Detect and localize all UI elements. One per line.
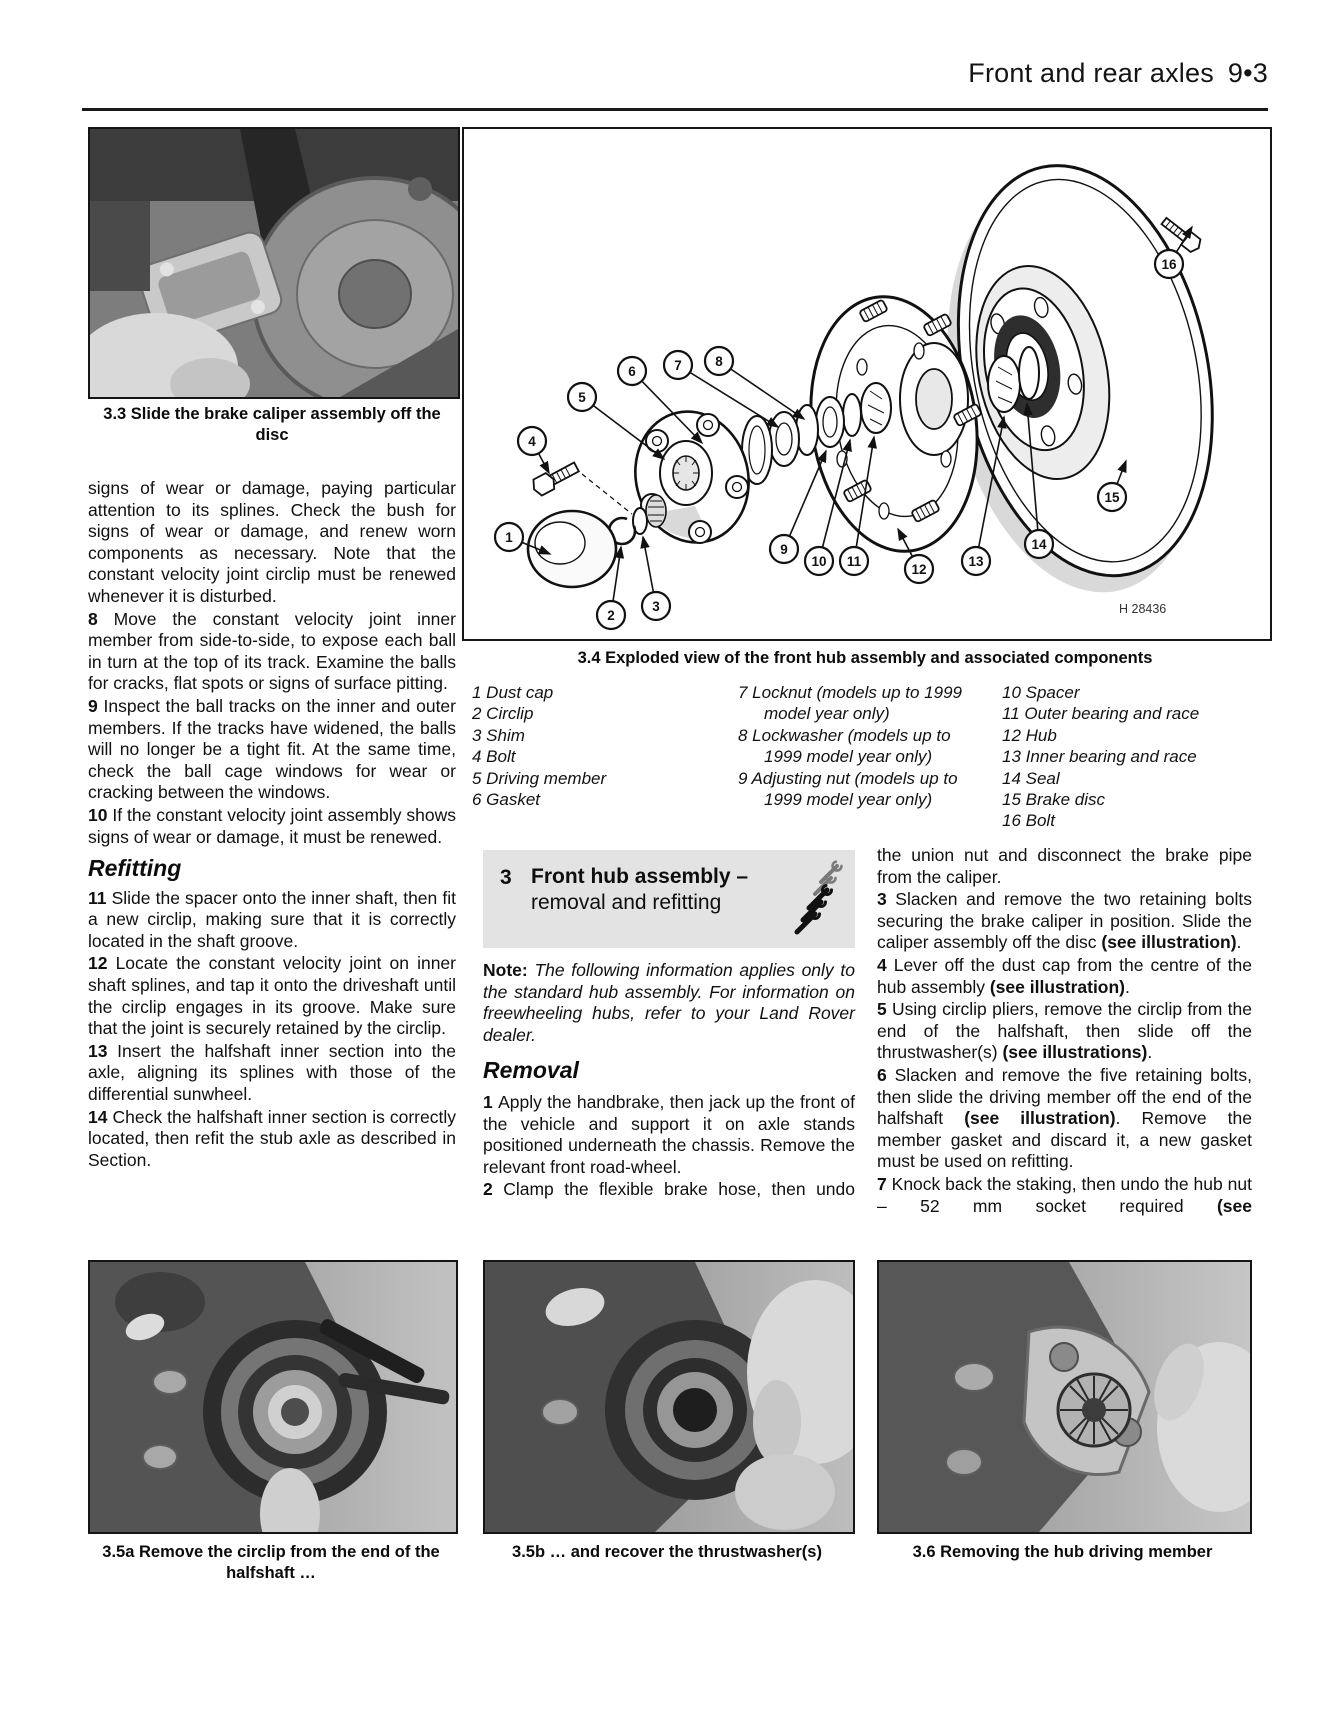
svg-text:3: 3 [652,599,660,614]
legend-item: 5 Driving member [472,768,607,788]
photo-3-5a [88,1260,458,1534]
legend-item: 14 Seal [1002,768,1060,788]
wrench-rating-icon [791,860,847,943]
text-segment: Knock back the staking, then undo the hub nut – 52 mm socket required [877,1173,1252,1216]
text-segment: Clamp the flexible brake hose, then undo [503,1179,855,1200]
caption-3-3: 3.3 Slide the brake caliper assembly off the disc [103,405,441,444]
svg-text:8: 8 [715,354,723,369]
photo-3-6 [877,1260,1252,1534]
page-header [82,58,1268,89]
photo-3-5b [483,1260,855,1534]
text-column-2 [483,960,855,1202]
section-heading-box [483,850,855,948]
paragraph-continuation [877,845,1252,888]
legend-item: 16 Bolt [1002,811,1055,831]
svg-text:11: 11 [846,554,862,569]
text-segment: 10 [88,804,113,825]
section-title-line1: Front hub assembly – [531,865,749,888]
svg-text:4: 4 [528,434,536,449]
text-segment: (see illustration) [1101,932,1237,953]
text-segment: Slacken and remove the two retaining bolts securing the brake caliper in position. Slide the caliper assembly off the disc [877,889,1252,953]
text-segment: 3 [877,889,896,910]
text-segment: 4 [877,954,894,975]
paragraph-14 [88,1107,456,1172]
note-paragraph [483,960,855,1046]
text-segment: 8 [88,608,114,629]
svg-text:9: 9 [780,542,788,557]
legend-item: 12 Hub [1002,725,1057,745]
legend-item: 7 Locknut (models up to 1999 model year only) [738,683,962,724]
legend-item: 1 Dust cap [472,683,554,702]
text-segment: 14 [88,1106,113,1127]
paragraph-9 [88,696,456,804]
text-segment: 11 [88,887,112,908]
legend-item: 10 Spacer [1002,683,1080,702]
svg-text:1: 1 [505,530,513,545]
text-segment: (see illustration) [989,976,1126,997]
legend-item: 2 Circlip [472,704,534,724]
caption-3-5a: 3.5a Remove the circlip from the end of the halfshaft … [102,1543,440,1582]
section-title [531,864,748,916]
callout-5 [568,383,664,459]
svg-text:10: 10 [811,554,827,569]
text-segment: 2 [483,1179,504,1200]
svg-text:12: 12 [911,562,927,577]
callout-8 [705,347,804,419]
text-segment: . Remove the member gasket and discard it, a new gasket must be used on refitting. [877,1108,1252,1172]
text-segment: (see illustration) [964,1108,1116,1129]
caption-3-5b: 3.5b … and recover the thrustwasher(s) [512,1543,822,1561]
callout-3 [642,537,670,620]
svg-text:15: 15 [1104,490,1120,505]
paragraph-2 [483,1179,855,1201]
refitting-heading: Refitting [88,855,182,882]
text-segment: . [1236,932,1242,953]
section-number: 3 [500,866,512,889]
legend-item: 11 Outer bearing and race [1002,704,1200,724]
paragraph-1 [483,1092,855,1178]
text-segment: Slacken and remove the five retaining bolts, then slide the driving member off the end of the halfshaft [877,1064,1252,1129]
header-rule [82,108,1268,111]
legend-column-c [1002,682,1258,832]
chapter-title: Front and rear axles [968,58,1214,88]
legend-item: 8 Lockwasher (models up to 1999 model year only) [738,725,951,767]
svg-text:7: 7 [674,358,682,373]
legend-column-a [472,682,710,810]
paragraph-12 [88,953,456,1039]
legend-item: 15 Brake disc [1002,790,1105,810]
paragraph-10 [88,805,456,848]
text-segment: Using circlip pliers, remove the circlip from the end of the halfshaft, then slide off the thrustwasher(s) [877,999,1252,1063]
page-number: 9•3 [1227,58,1268,88]
paragraph-7 [877,1174,1252,1217]
text-column-1 [88,478,456,1172]
text-segment: Check the halfshaft inner section is correctly located, then refit the stub axle as described in Section. [88,1106,456,1170]
legend-item: 9 Adjusting nut (models up to 1999 model year only) [738,768,958,810]
legend-item: 13 Inner bearing and race [1002,747,1197,767]
legend-item: 6 Gasket [472,790,541,810]
text-segment: Move the constant velocity joint inner member from side-to-side, to expose each ball in turn at the top of its track. Examine the balls for cracks, flat spots or signs of surface pitting. [88,608,456,694]
text-segment: 13 [88,1040,118,1061]
caption-3-4: 3.4 Exploded view of the front hub assembly and associated components [577,649,1153,667]
text-segment: 12 [88,953,116,974]
paragraph-8 [88,609,456,695]
text-segment: Inspect the ball tracks on the inner and outer members. If the tracks have widened, the balls will no longer be a tight fit. At the same time, check the ball cage windows for wear or cracking between the windows. [88,695,456,803]
exploded-diagram-art [464,129,1270,639]
paragraph-3 [877,889,1252,954]
text-segment: Apply the handbrake, then jack up the front of the vehicle and support it on axle stands positioned underneath the chassis. Remove the relevant front road-wheel. [483,1091,855,1177]
paragraph-5 [877,999,1252,1064]
svg-text:6: 6 [628,364,636,379]
paragraph-6 [877,1065,1252,1173]
diagram-reference-code: H 28436 [1119,602,1167,616]
paragraph-13 [88,1041,456,1106]
text-segment: The following information applies only to the standard hub assembly. For information on freewheeling hubs, refer to your Land Rover dealer. [483,960,855,1045]
text-segment: (see illustrations) [1002,1042,1148,1063]
text-column-3 [877,845,1252,1218]
text-segment: the union nut and disconnect the brake pipe from the caliper. [877,845,1252,887]
text-segment: 9 [88,695,104,716]
text-segment: . [1125,976,1130,997]
text-segment: If the constant velocity joint assembly shows signs of wear or damage, it must be renewed. [88,804,456,847]
removal-heading: Removal [483,1057,579,1084]
text-segment: 7 [877,1173,892,1194]
photo-3-3 [88,127,460,399]
text-segment: signs of wear or damage, paying particular attention to its splines. Check the bush for signs of wear or damage, and renew worn components as necessary. Note that the constant velocity joint circlip must be renewed whenever it is disturbed. [88,478,456,606]
text-segment: Locate the constant velocity joint on inner shaft splines, and tap it onto the driveshaft until the circlip engages in its groove. Make sure that the joint is securely retained by the circlip. [88,953,456,1039]
text-segment: Insert the halfshaft inner section into the axle, aligning its splines with those of the differential sunwheel. [88,1040,457,1105]
paragraph [88,478,456,608]
svg-text:14: 14 [1031,537,1047,552]
legend-column-b [738,682,990,810]
brake-caliper-photo-art [90,129,458,397]
section-title-line2: removal and refitting [531,891,722,914]
svg-text:16: 16 [1161,257,1177,272]
text-segment: 1 [483,1091,499,1112]
dust-cap-part [528,511,616,587]
text-segment: . [1147,1042,1153,1063]
text-segment: Lever off the dust cap from the centre of the hub assembly [877,954,1252,997]
caption-3-6: 3.6 Removing the hub driving member [912,1543,1213,1561]
text-segment: Note: [483,960,535,980]
paragraph-4 [877,955,1252,998]
exploded-diagram-figure [462,127,1272,641]
legend-item: 4 Bolt [472,747,516,767]
text-segment: Slide the spacer onto the inner shaft, then fit a new circlip, making sure that it is correctly located in the shaft groove. [88,887,456,951]
legend-item: 3 Shim [472,725,525,745]
callout-4 [518,427,549,473]
text-segment: 6 [877,1064,895,1085]
text-segment: (see [1216,1195,1252,1216]
text-segment: 5 [877,999,893,1020]
svg-text:2: 2 [607,608,615,623]
paragraph-11 [88,888,456,953]
svg-text:13: 13 [968,554,984,569]
svg-text:5: 5 [578,390,586,405]
